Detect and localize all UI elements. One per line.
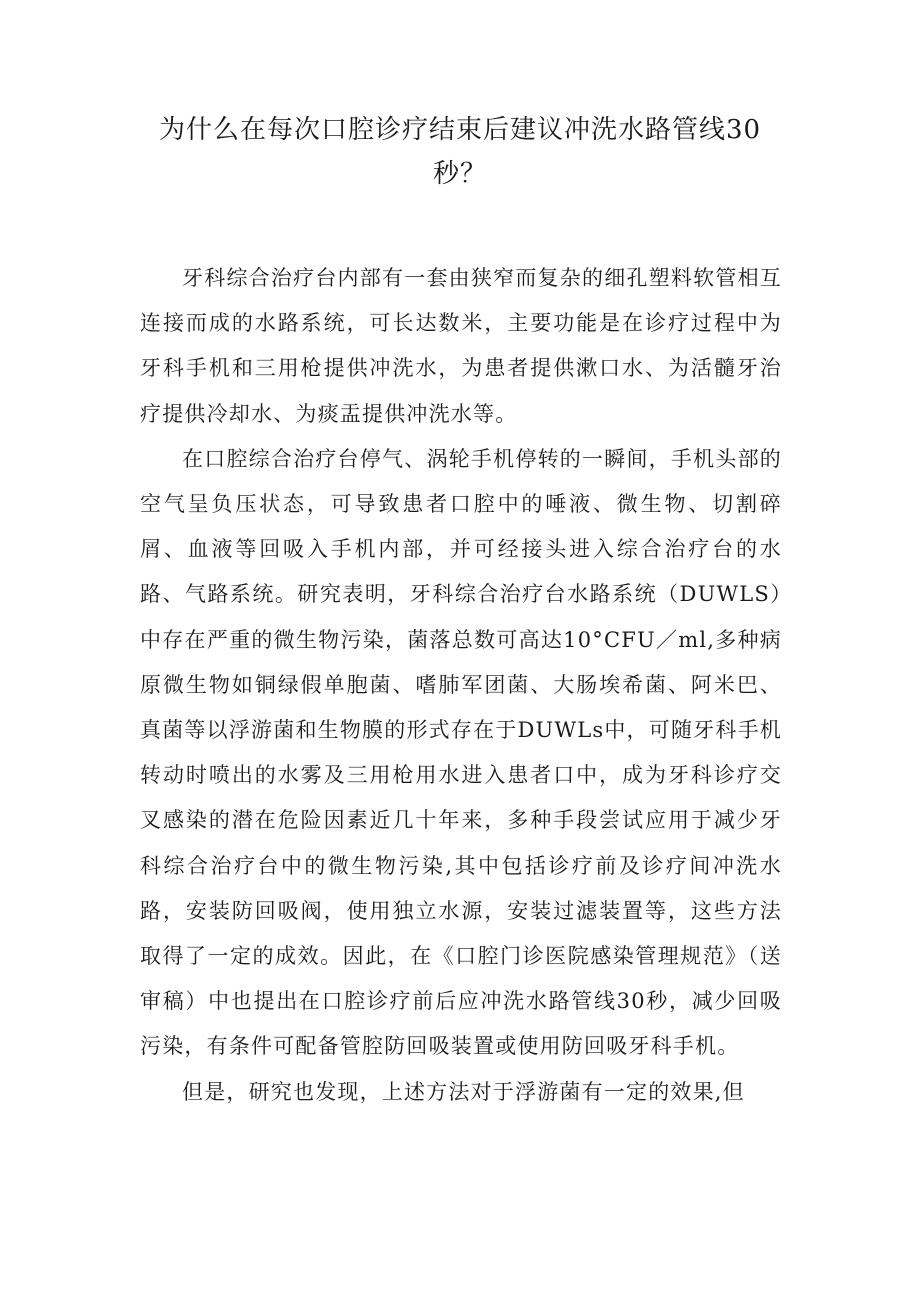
paragraph-2: 在口腔综合治疗台停气、涡轮手机停转的一瞬间，手机头部的空气呈负压状态，可导致患者口腔中的唾液、微生物、切割碎屑、血液等回吸入手机内部，并可经接头进入综合治疗台的水路、气路系统。研究表明，牙科综合治疗台水路系统（DUWLS）中存在严重的微生物污染，菌落总数可高达10°CFU／ml,多种病原微生物如铜绿假单胞菌、嗜肺军团菌、大肠埃希菌、阿米巴、真菌等以浮游菌和生物膜的形式存在于DUWLs中，可随牙科手机转动时喷出的水雾及三用枪用水进入患者口中，成为牙科诊疗交叉感染的潜在危险因素近几十年来，多种手段尝试应用于减少牙科综合治疗台中的微生物污染,其中包括诊疗前及诊疗间冲洗水路，安装防回吸阀，使用独立水源，安装过滤装置等，这些方法取得了一定的成效。因此，在《口腔门诊医院感染管理规范》（送审稿）中也提出在口腔诊疗前后应冲洗水路管线30秒，减少回吸污染，有条件可配备管腔防回吸装置或使用防回吸牙科手机。 (140, 446, 782, 1059)
paragraph-1: 牙科综合治疗台内部有一套由狭窄而复杂的细孔塑料软管相互连接而成的水路系统，可长达数米，主要功能是在诊疗过程中为牙科手机和三用枪提供冲洗水，为患者提供漱口水、为活髓牙治疗提供冷却水、为痰盂提供冲洗水等。 (140, 266, 782, 426)
document-title: 为什么在每次口腔诊疗结束后建议冲洗水路管线30秒？ (158, 115, 762, 189)
document-body (140, 256, 782, 1115)
paragraph-3: 但是，研究也发现，上述方法对于浮游菌有一定的效果,但 (182, 1079, 745, 1104)
